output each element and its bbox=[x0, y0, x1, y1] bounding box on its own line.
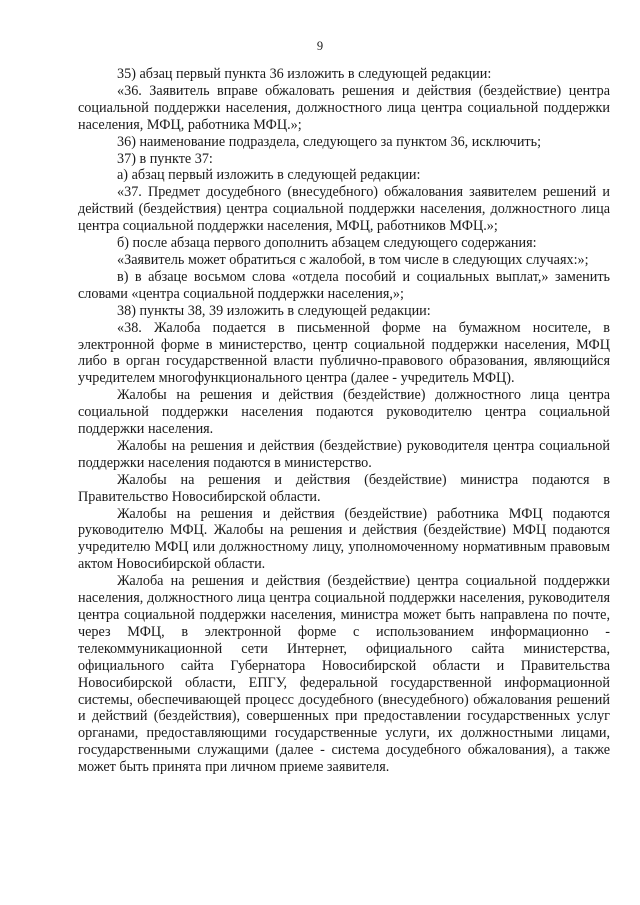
paragraph: Жалобы на решения и действия (бездействие) министра подаются в Правительство Новосибирской области. bbox=[78, 471, 610, 505]
paragraph: «38. Жалоба подается в письменной форме на бумажном носителе, в электронной форме в министерство, центр социальной поддержки населения, МФЦ либо в орган государственной власти публично-правового образования, являющийся учредителем многофункционального центра (далее - учредитель МФЦ). bbox=[78, 319, 610, 387]
paragraph: «36. Заявитель вправе обжаловать решения и действия (бездействие) центра социальной поддержки населения, должностного лица центра социальной поддержки населения, МФЦ, работника МФЦ.»; bbox=[78, 82, 610, 133]
paragraph: Жалобы на решения и действия (бездействие) работника МФЦ подаются руководителю МФЦ. Жалобы на решения и действия (бездействие) МФЦ подаются учредителю МФЦ или должностному лицу, уполномоченному нормативным правовым актом Новосибирской области. bbox=[78, 505, 610, 573]
paragraph: б) после абзаца первого дополнить абзацем следующего содержания: bbox=[117, 235, 537, 252]
paragraph: «37. Предмет досудебного (внесудебного) обжалования заявителем решений и действий (бездействия) центра социальной поддержки населения, должностного лица центра социальной поддержки населения, МФЦ, работников МФЦ.»; bbox=[78, 184, 610, 235]
page-number: 9 bbox=[316, 39, 324, 53]
paragraph: «Заявитель может обратиться с жалобой, в том числе в следующих случаях:»; bbox=[117, 251, 589, 268]
paragraph: 36) наименование подраздела, следующего за пунктом 36, исключить; bbox=[117, 133, 542, 150]
paragraph: 35) абзац первый пункта 36 изложить в следующей редакции: bbox=[117, 66, 492, 82]
paragraph: Жалобы на решения и действия (бездействие) должностного лица центра социальной поддержки населения подаются руководителю центра социальной поддержки населения. bbox=[78, 387, 610, 438]
paragraph: Жалобы на решения и действия (бездействие) руководителя центра социальной поддержки населения подаются в министерство. bbox=[78, 437, 610, 471]
paragraph: Жалоба на решения и действия (бездействие) центра социальной поддержки населения, должностного лица центра социальной поддержки населения, руководителя центра социальной поддержки населения, министра может быть направлена по почте, через МФЦ, в электронной форме с использованием информационно - телекоммуникационной сети Интернет, официального сайта министерства, официального сайта Губернатора Новосибирской области и Правительства Новосибирской области, ЕПГУ, федеральной государственной информационной системы, обеспечивающей процесс досудебного (внесудебного) обжалования решений и действий (бездействия), совершенных при предоставлении государственных услуг органами, предоставляющими государственные услуги, их должностными лицами, государственными служащими (далее - система досудебного обжалования), а также может быть принята при личном приеме заявителя. bbox=[78, 573, 610, 776]
paragraph: в) в абзаце восьмом слова «отдела пособий и социальных выплат,» заменить словами «центра социальной поддержки населения,»; bbox=[78, 268, 610, 302]
paragraph: а) абзац первый изложить в следующей редакции: bbox=[117, 167, 421, 184]
paragraph: 38) пункты 38, 39 изложить в следующей редакции: bbox=[117, 302, 431, 319]
document-body bbox=[78, 66, 610, 776]
paragraph: 37) в пункте 37: bbox=[117, 150, 213, 167]
